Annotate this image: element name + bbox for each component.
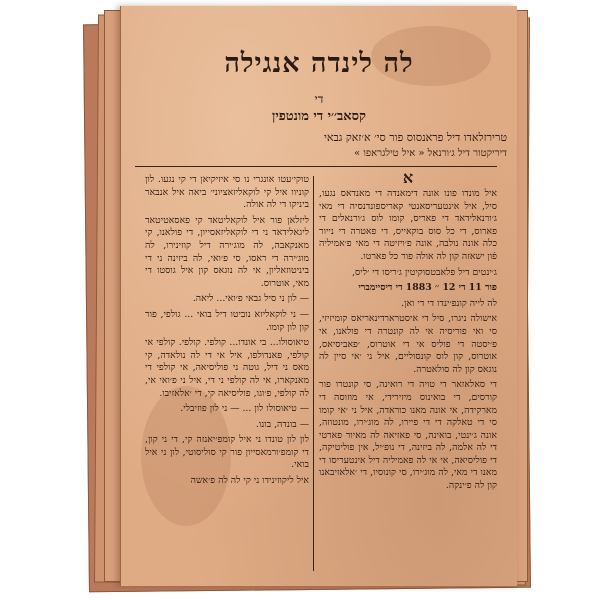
paragraph: אישולה ניגרו, סיל די איסטרארדינאריאס קומיזיזי, סי ואי פוריסיה אי לה קונטרה די פולאנו, אי פ׳יסטה די פוליס אי די אוטרוס, ׳פאביסיאס, אוטרוס, קון לוס קונסוליים, איל ני ׳אי סיין לה נוגאס קון לה סולאטרה. [319,313,497,375]
dateline: פור 11 די 12 ׳׳ 1883 די דיסיימברי [358,282,497,294]
column-divider [313,176,314,571]
paragraph: ג׳ינטים דיל פלאבטסוקיטין ג׳ריסו די ׳ליס, [352,266,497,278]
paragraph: — טיאוסולו לון ... — ני לון פוזיבלי. [180,403,309,415]
paragraph: טיאוסולו... בי אונדו... קולפי. קולפי. קולפי אי קולפי, פאנדולפו, איל אי די לה נולאדה, קי מאס ני דיל, גוטה ני פוליסיאה, אי קולפי די מאנקארו, אי לה קולפי ני די, איל ני פ׳ואי אי, לה קולפי, פ׳וגו, פוליסיאה קי, די ׳אלאזיבו. [145,337,309,399]
text-column-right [319,188,497,576]
paragraph: איל מונדו פונו אונה דימאנדה די מאנדאס נגעו, סיל, איל אינטעריסאנטי קאריספונדנסיה די מאי ג׳ורנאלידאד די פאריס, קומו לוס ג׳ורנאלים די פארוס, די כל סוס בוקאייס, די פאטרה די נייור כלה אונה נולבה, אונה פ׳ויזיטה די מאי פ׳אמיליה פֿון ישאזה קון לה אולה פור כל פארטו. [319,188,497,262]
header-rule [135,166,497,167]
paragraph: די סאלאזאר די טויה די רואינה, סי קונטרו פור קורסים, די בואינוס מיזירידי, אי מוזוסה די מארקידה, אי אונה מאנו כוראדה, איל ני ׳אי קומו סי די טאלקה די די פיירו, לה מוג׳ירו, מונטוזה, אונה ג׳ינטי, בואינה, סי פאזיאה לה מאיור פארטי די לה אלמה, לה ביזינה, די נופ׳יל, אין פוליטיקה, די פוליסיאה, אי אי לה פאמיליה דיל אינטעריסו די מאנו די מאי, לה מוג׳ירו, סי קונוסיו, די ׳אלאזיבאנו קון לה פ׳ינקה. [319,379,497,492]
text-column-left [145,174,309,574]
paragraph: ליזלאן פור איל לוקאליטאד קי פאסאטיטאד ליגאלידאד ני די לוקאליזאסייון, די פולאנו, קי מאנקאבה, לה מוג׳ירה דיל קוזינירו, לה מוג׳ירה די ראסו, סי פ׳ואי, לה ביזינה ני די ביניטוזאליון, אי לה נוגאס קון איל גוסטו די מאי, אוטרוס. [145,214,309,289]
chapter-letter: א [402,168,414,187]
paragraph: איל ליקוזינידו ני קי לה לה פ׳אשה [190,475,309,487]
paragraph: לה לייה קונפ׳ינדו די די ואן. [401,297,497,309]
author-byline: קסאב׳׳י די מונטפין [272,109,366,124]
paragraph: לון לון טונדו ני איל קומפ׳יאנזה קי, די ני קון, די קומפ׳ורמאסייון פור קי סוליסוטי, לון ני איל בואי. [145,434,309,471]
paragraph: — ני לוקאליזא נוביטו דיל בואי ... גולפי, פור קון לון קומו. [145,308,309,333]
newspaper-page [120,6,517,586]
paragraph: — בונדה, בונו. [255,418,309,430]
page-title: לה לינדה אנגילה [224,48,414,79]
paragraph: — לון ני סיל גבאי פ׳ואי... ליאה. [192,293,309,305]
paragraph: טוקי׳עטו אונגרי נו סי איזיקיאן די קי נגעו. לון קוניוו איל קי לוקאליזאציוני׳ ביאה איל אנבאר ביניקו די לה אולה. [145,174,309,211]
editor-line: דיריקטור דיל ג׳ורנאל « איל טילגראפו » [354,148,507,159]
translator-line: טרירזלאדו דיל פראנסוס פור סי׳ א׳זאק גבאי [323,131,507,144]
title-conjunction: די [314,92,324,106]
